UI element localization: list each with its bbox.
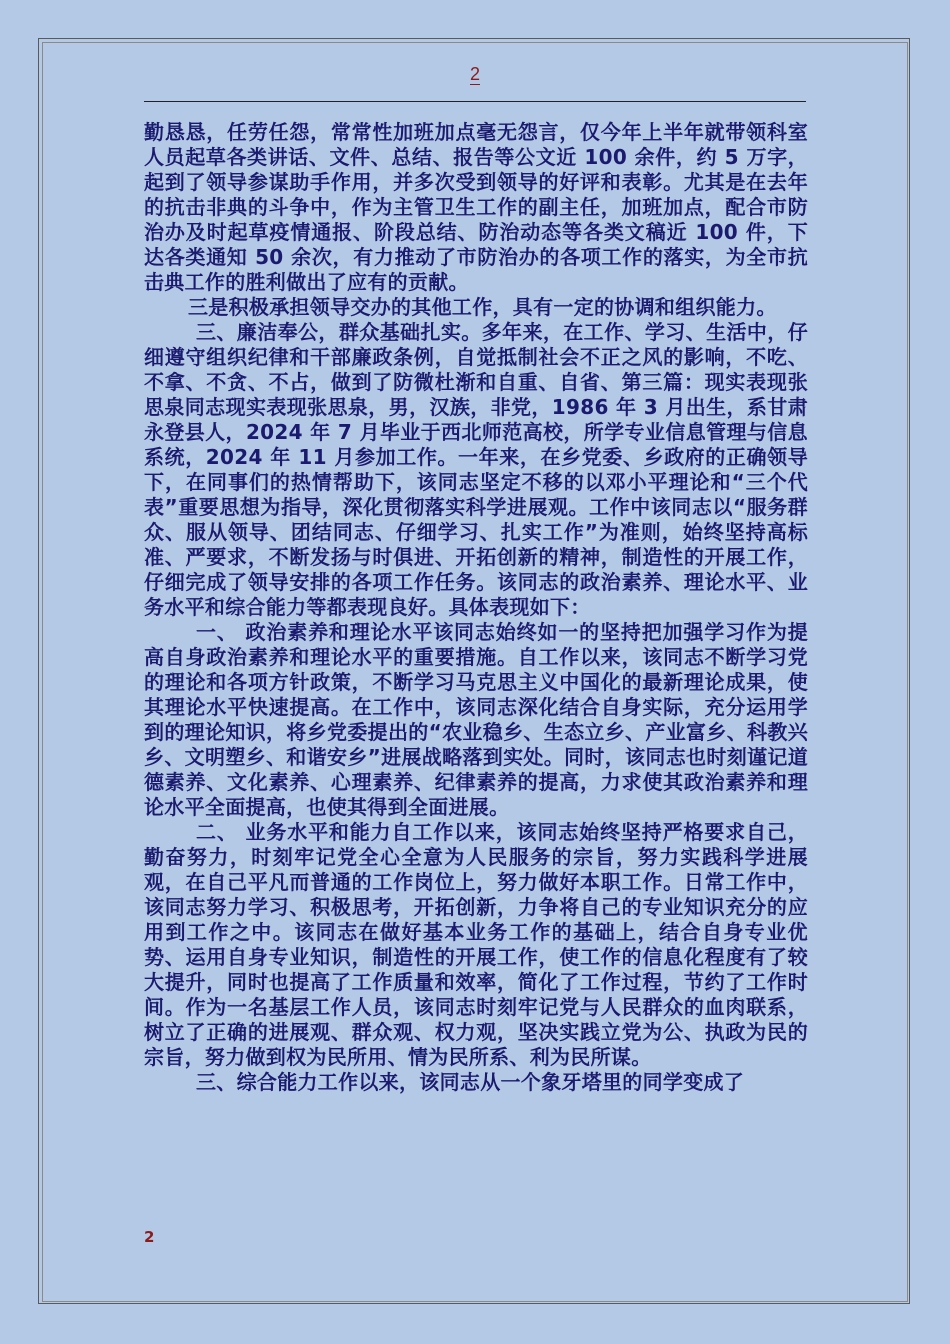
paragraph: 三、综合能力工作以来，该同志从一个象牙塔里的同学变成了: [196, 1070, 745, 1094]
footer-page-number: 2: [144, 1228, 155, 1246]
paragraph: 二、 业务水平和能力自工作以来，该同志始终坚持严格要求自己，勤奋努力，时刻牢记党全心全意为人民服务的宗旨，努力实践科学进展观，在自己平凡而普通的工作岗位上，努力做好本职工作。日常工作中，该同志努力学习、积极思考，开拓创新，力争将自己的专业知识充分的应用到工作之中。该同志在做好基本业务工作的基础上，结合自身专业优势、运用自身专业知识，制造性的开展工作，使工作的信息化程度有了较大提升，同时也提高了工作质量和效率，简化了工作过程，节约了工作时间。作为一名基层工作人员，该同志时刻牢记党与人民群众的血肉联系，树立了正确的进展观、群众观、权力观，坚决实践立党为公、执政为民的宗旨，努力做到权为民所用、情为民所系、利为民所谋。: [144, 820, 808, 1069]
header-page-number-text: 2: [469, 64, 480, 84]
paragraph: 一、 政治素养和理论水平该同志始终如一的坚持把加强学习作为提高自身政治素养和理论水平的重要措施。自工作以来，该同志不断学习党的理论和各项方针政策，不断学习马克思主义中国化的最新理论成果，使其理论水平快速提高。在工作中，该同志深化结合自身实际，充分运用学到的理论知识，将乡党委提出的“农业稳乡、生态立乡、产业富乡、科教兴乡、文明塑乡、和谐安乡”进展战略落到实处。同时，该同志也时刻谨记道德素养、文化素养、心理素养、纪律素养的提高，力求使其政治素养和理论水平全面提高，也使其得到全面进展。: [144, 620, 808, 819]
paragraph: 勤恳恳，任劳任怨，常常性加班加点毫无怨言，仅今年上半年就带领科室人员起草各类讲话、文件、总结、报告等公文近 100 余件，约 5 万字，起到了领导参谋助手作用，并多次受到领导的好评和表彰。尤其是在去年的抗击非典的斗争中，作为主管卫生工作的副主任，加班加点，配合市防治办及时起草疫情通报、阶段总结、防治动态等各类文稿近 100 件，下达各类通知 50 余次，有力推动了市防治办的各项工作的落实，为全市抗击典工作的胜利做出了应有的贡献。: [144, 120, 808, 294]
document-body: [144, 120, 808, 1095]
paragraph: 三、廉洁奉公，群众基础扎实。多年来，在工作、学习、生活中，仔细遵守组织纪律和干部廉政条例，自觉抵制社会不正之风的影响，不吃、不拿、不贪、不占，做到了防微杜渐和自重、自省、第三篇：现实表现张思泉同志现实表现张思泉，男，汉族，非党，1986 年 3 月出生，系甘肃永登县人，2024 年 7 月毕业于西北师范高校，所学专业信息管理与信息系统，2024 年 11 月参加工作。一年来，在乡党委、乡政府的正确领导下，在同事们的热情帮助下，该同志坚定不移的以邓小平理论和“三个代表”重要思想为指导，深化贯彻落实科学进展观。工作中该同志以“服务群众、服从领导、团结同志、仔细学习、扎实工作”为准则，始终坚持高标准、严要求，不断发扬与时俱进、开拓创新的精神，制造性的开展工作，仔细完成了领导安排的各项工作任务。该同志的政治素养、理论水平、业务水平和综合能力等都表现良好。具体表现如下：: [144, 320, 808, 619]
header-page-number: [0, 64, 950, 85]
header-divider: [144, 101, 806, 102]
paragraph: 三是积极承担领导交办的其他工作，具有一定的协调和组织能力。: [188, 295, 777, 319]
